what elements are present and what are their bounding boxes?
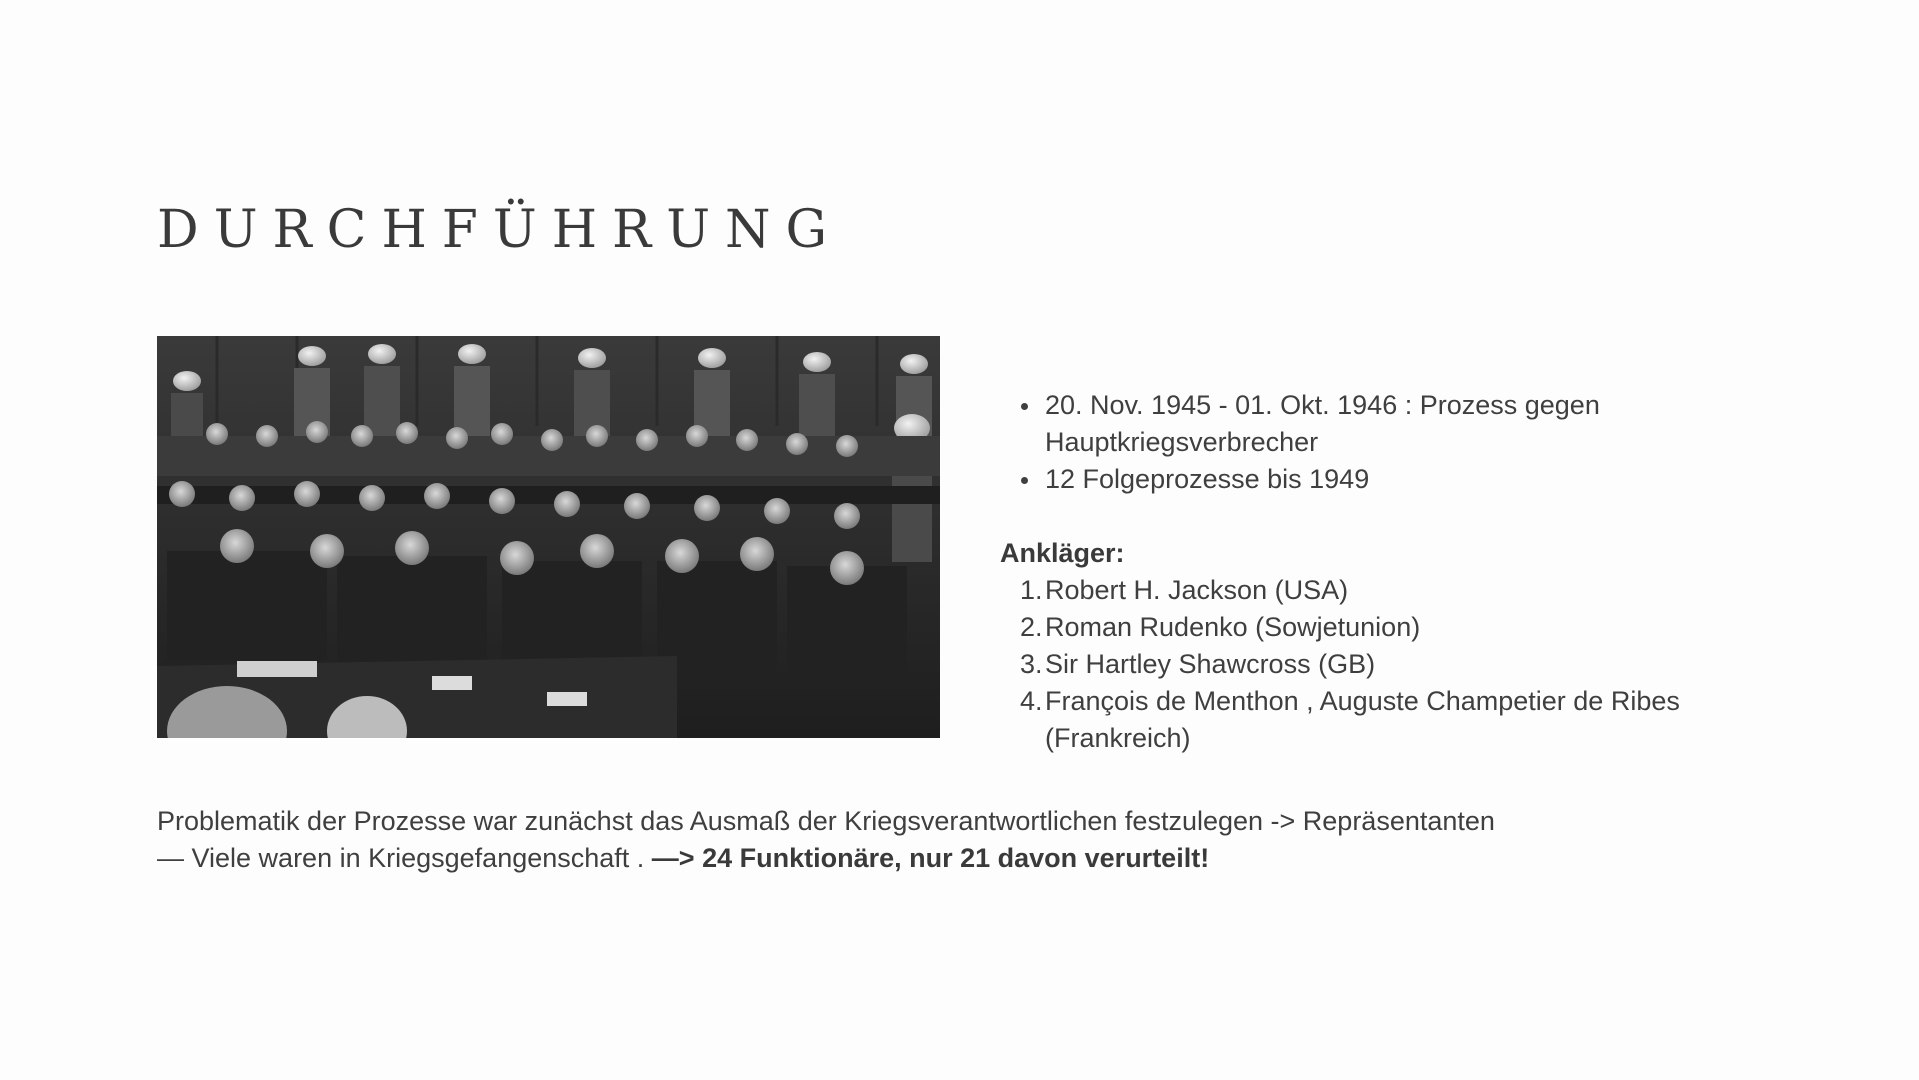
bullet-text: 12 Folgeprozesse bis 1949: [1045, 464, 1370, 494]
list-number: 3.: [1020, 649, 1043, 679]
footer-text: [157, 803, 1807, 877]
spacer: [1000, 498, 1800, 535]
footer-line-2: [157, 840, 1807, 877]
list-number: 1.: [1020, 575, 1043, 605]
prosecutor-name: Sir Hartley Shawcross (GB): [1045, 649, 1376, 679]
prosecutors-list: [1000, 572, 1800, 757]
list-item: [1000, 609, 1800, 646]
prosecutors-label: Ankläger:: [1000, 538, 1125, 568]
list-item: [1000, 572, 1800, 609]
list-number: 2.: [1020, 612, 1043, 642]
list-item: [1000, 461, 1800, 498]
bullet-list: [1000, 387, 1800, 498]
prosecutor-name: Robert H. Jackson (USA): [1045, 575, 1349, 605]
courtroom-photo: [157, 336, 940, 738]
list-item: [1000, 387, 1800, 461]
bullet-icon: [1021, 403, 1028, 410]
list-number: 4.: [1020, 686, 1043, 716]
list-item: [1000, 646, 1800, 683]
footer-line-2-bold: —> 24 Funktionäre, nur 21 davon verurteilt!: [651, 843, 1210, 873]
list-item: [1000, 683, 1800, 757]
slide-title: DURCHFÜHRUNG: [157, 200, 843, 260]
bullet-text: 20. Nov. 1945 - 01. Okt. 1946 : Prozess gegen Hauptkriegsverbrecher: [1045, 390, 1600, 457]
content-block: [1000, 387, 1800, 757]
prosecutor-name: François de Menthon , Auguste Champetier de Ribes (Frankreich): [1045, 686, 1680, 753]
courtroom-photo-graphic: [157, 336, 940, 738]
footer-line-2-plain: — Viele waren in Kriegsgefangenschaft .: [157, 843, 652, 873]
bullet-icon: [1021, 477, 1028, 484]
footer-line-1: Problematik der Prozesse war zunächst das Ausmaß der Kriegsverantwortlichen festzulegen -> Repräsentanten: [157, 806, 1495, 836]
prosecutor-name: Roman Rudenko (Sowjetunion): [1045, 612, 1421, 642]
